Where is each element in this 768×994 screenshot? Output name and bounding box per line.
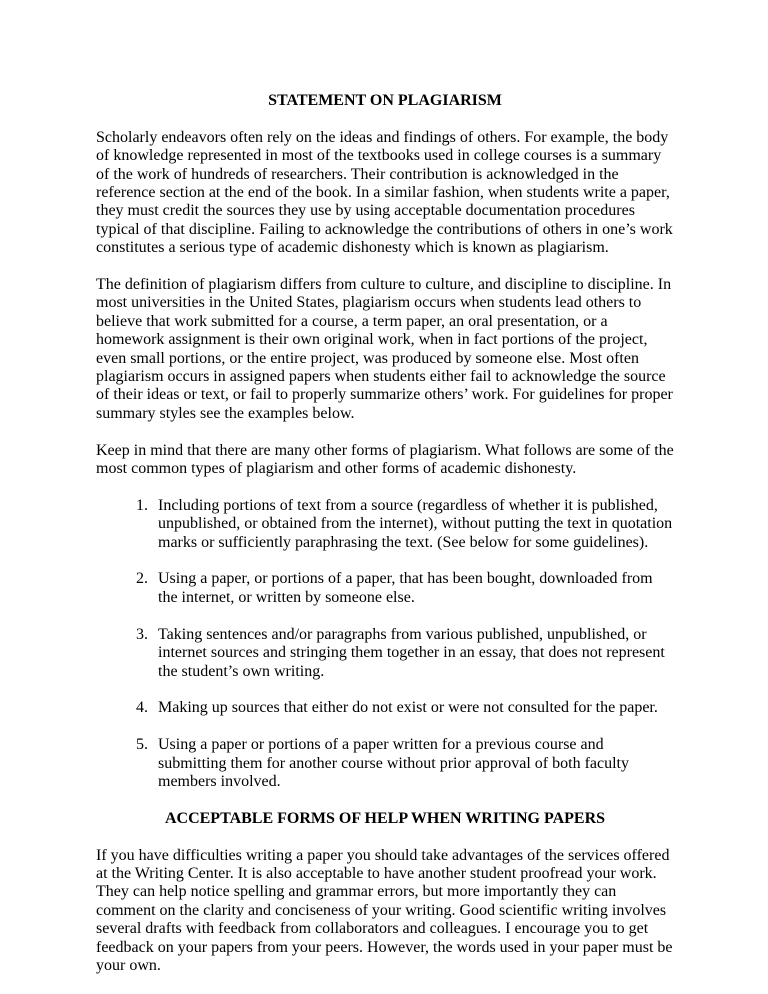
plagiarism-types-list bbox=[96, 497, 674, 791]
list-item-number: 1. bbox=[136, 496, 148, 514]
list-item-number: 5. bbox=[136, 736, 148, 754]
list-item-number: 2. bbox=[136, 570, 148, 588]
list-item bbox=[96, 570, 674, 607]
definition-paragraph: The definition of plagiarism differs from culture to culture, and discipline to discipline. In most universities in the United States, plagiarism occurs when students lead others to believe that work submitted for a course, a term paper, an oral presentation, or a homework assignment is their own original work, when in fact portions of the project, even small portions, or the entire project, was produced by someone else. Most often plagiarism occurs in assigned papers when students either fail to acknowledge the source of their ideas or text, or fail to properly summarize others’ work. For guidelines for proper summary styles see the examples below. bbox=[96, 276, 673, 422]
acceptable-help-paragraph: If you have difficulties writing a paper you should take advantages of the services offered at the Writing Center. It is also acceptable to have another student proofread your work. They can help notice spelling and grammar errors, but more importantly they can comment on the clarity and conciseness of your writing. Good scientific writing involves several drafts with feedback from collaborators and colleagues. I encourage you to get feedback on your papers from your peers. However, the words used in your paper must be your own. bbox=[96, 846, 673, 974]
list-item-number: 3. bbox=[136, 625, 148, 643]
list-item-text: Making up sources that either do not exist or were not consulted for the paper. bbox=[158, 699, 658, 717]
list-item-text: Taking sentences and/or paragraphs from various published, unpublished, or internet sources and stringing them together in an essay, that does not represent the student’s own writing. bbox=[158, 625, 665, 680]
document-page bbox=[96, 92, 674, 994]
list-item-number: 4. bbox=[136, 699, 148, 717]
section-heading-acceptable-help: ACCEPTABLE FORMS OF HELP WHEN WRITING PAPERS bbox=[164, 809, 606, 827]
list-item bbox=[96, 497, 674, 552]
forms-intro-paragraph: Keep in mind that there are many other forms of plagiarism. What follows are some of the most common types of plagiarism and other forms of academic dishonesty. bbox=[96, 441, 674, 478]
list-item bbox=[96, 699, 674, 717]
list-item-text: Using a paper, or portions of a paper, that has been bought, downloaded from the internet, or written by someone else. bbox=[158, 570, 653, 606]
intro-paragraph: Scholarly endeavors often rely on the ideas and findings of others. For example, the body of knowledge represented in most of the textbooks used in college courses is a summary of the work of hundreds of researchers. Their contribution is acknowledged in the reference section at the end of the book. In a similar fashion, when students write a paper, they must credit the sources they use by using acceptable documentation procedures typical of that discipline. Failing to acknowledge the contributions of others in one’s work constitutes a serious type of academic dishonesty which is known as plagiarism. bbox=[96, 128, 673, 257]
list-item bbox=[96, 626, 674, 681]
list-item-text: Including portions of text from a source (regardless of whether it is published, unpublished, or obtained from the internet), without putting the text in quotation marks or sufficiently paraphrasing the text. (See below for some guidelines). bbox=[158, 496, 673, 551]
list-item-text: Using a paper or portions of a paper written for a previous course and submitting them for another course without prior approval of both faculty members involved. bbox=[158, 736, 629, 790]
list-item bbox=[96, 736, 674, 791]
document-title: STATEMENT ON PLAGIARISM bbox=[268, 92, 502, 109]
